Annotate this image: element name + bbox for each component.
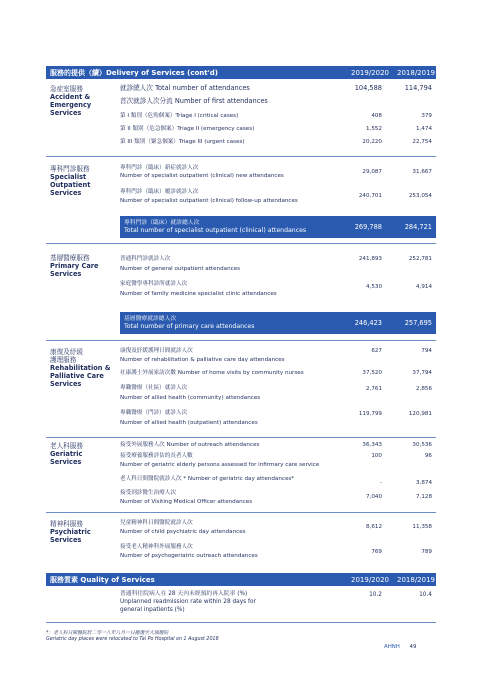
divider xyxy=(46,622,436,623)
section-header-delivery xyxy=(46,66,436,79)
section-title: 服務的提供（續）Delivery of Services (cont'd) xyxy=(50,68,218,77)
category-label: 精神科服務 Psychiatric Services xyxy=(50,520,91,544)
section-specialist: 專科門診服務 Specialist Outpatient Services 專科門診（臨床）新症就診人次 Number of specialist outpatient (clinical) new attendances 29,087 31,667 專科門診（臨床）覆診就診人次 Number of specialist outpatient (clinical) follow-up attendances 240,701 253,054 xyxy=(50,165,432,204)
total-row-specialist: 專科門診（臨床）就診總人次 Total number of specialist outpatient (clinical) attendances 269,788 284,721 xyxy=(120,216,436,238)
year-2019-2020: 2019/2020 xyxy=(351,68,389,77)
section-ae: 急症室服務 Accident & Emergency Services 就診總人次 Total number of attendances 104,588 114,794 首次就診人次分流 Number of first attendances 第 I 類別（危殆個案）Triage I (critical cases) 408 379 第 II 類別（危急個案）Triage II (emergency cases) 1,552 1,474 第 III 類別（緊急個案）Triage III (urgent cases) 20,220 22,754 xyxy=(50,84,432,145)
section-primary-care: 基層醫療服務 Primary Care Services 普通科門診就診人次 Number of general outpatient attendances 241,893 252,781 家庭醫學專科診所就診人次 Number of family medicine specialist clinic attendances 4,530 4,914 xyxy=(50,254,432,297)
divider xyxy=(46,243,436,244)
section-quality: 普通科住院病人在 28 天內未經預約再入院率 (%) Unplanned readmission rate within 28 days for general inpatients (%) 10.2 10.4 xyxy=(120,591,432,613)
page-number: 49 xyxy=(409,644,417,650)
total-label: 基層醫療就診總人次 Total number of primary care attendances xyxy=(124,316,255,330)
section-title: 服務質素 Quality of Services xyxy=(50,575,155,584)
category-label: 基層醫療服務 Primary Care Services xyxy=(50,254,99,278)
category-label: 康復及紓緩 護理服務 Rehabilitation & Palliative Care Services xyxy=(50,348,111,388)
year-2018-2019: 2018/2019 xyxy=(397,575,435,584)
category-label: 老人科服務 Geriatric Services xyxy=(50,442,83,466)
divider xyxy=(46,512,436,513)
footnote: *：老人科日間醫院於二零一八年八月一日搬遷至大埔醫院 Geriatric day places were relocated to Tai Po Hospital on 1 August 2018 xyxy=(46,631,219,643)
section-psychiatric: 精神科服務 Psychiatric Services 兒童精神科日間醫院就診人次 Number of child psychiatric day attendances 8,612 11,358 接受老人精神科外展服務人次 Number of psychogeriatric outreach attendances 769 789 xyxy=(50,520,432,559)
year-2018-2019: 2018/2019 xyxy=(397,68,435,77)
section-rehab: 康復及紓緩 護理服務 Rehabilitation & Palliative Care Services 康復及紓緩護理日間就診人次 Number of rehabilitation & palliative care day attendances 627 794 社康護士外展家訪次數 Number of home visits by community nurses 37,520 37,794 專職醫療（社區）就診人次 Number of allied health (community) attendances 2,761 2,856 專職醫療（門診）就診人次 Number of allied health (outpatient) attendances 119,799 120,981 xyxy=(50,348,432,426)
divider xyxy=(46,437,436,438)
divider xyxy=(46,340,436,341)
total-label: 專科門診（臨床）就診總人次 Total number of specialist outpatient (clinical) attendances xyxy=(124,220,307,234)
section-header-quality xyxy=(46,573,436,586)
section-geriatric: 老人科服務 Geriatric Services 接受外展服務人次 Number of outreach attendances 36,343 30,536 接受療養服務評估的長者人數 Number of geriatric elderly persons assessed for infirmary care service 100 96 老人科日間醫院就診人次 * Number of geriatric day attendances* - 3,874 接受到診醫生治療人次 Number of Visiting Medical Officer attendances 7,040 7,128 xyxy=(50,442,432,505)
category-label: 專科門診服務 Specialist Outpatient Services xyxy=(50,165,91,197)
page-footer xyxy=(384,644,416,650)
divider xyxy=(46,156,436,157)
total-row-primary-care: 基層醫療就診總人次 Total number of primary care attendances 246,423 257,695 xyxy=(120,312,436,334)
year-2019-2020: 2019/2020 xyxy=(351,575,389,584)
category-label: 急症室服務 Accident & Emergency Services xyxy=(50,85,92,117)
section-code: AHNH xyxy=(384,644,400,650)
